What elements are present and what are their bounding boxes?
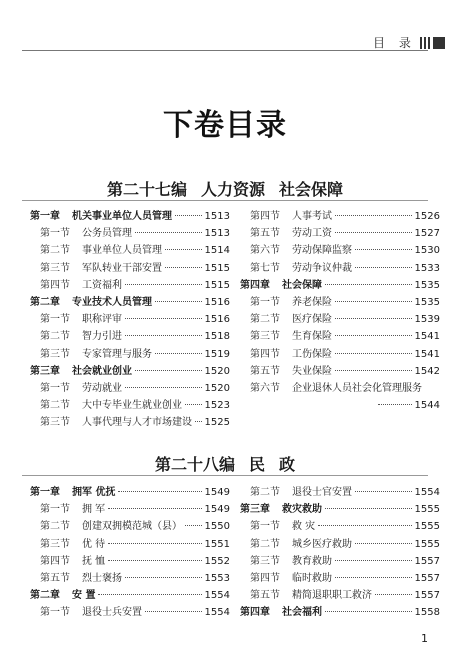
entry-number: 第四节 — [40, 555, 70, 567]
entry-number: 第三节 — [40, 348, 70, 360]
entry-page: 1533 — [414, 262, 440, 274]
dot-leader — [378, 404, 412, 405]
entry-number: 第四章 — [240, 607, 270, 619]
entry-title: 失业保险 — [292, 365, 332, 377]
toc-section-entry[interactable] — [240, 587, 440, 604]
toc-section-entry[interactable] — [240, 536, 440, 553]
entry-title: 企业退休人员社会化管理服务 — [292, 382, 422, 394]
entry-page: 1557 — [414, 555, 440, 567]
dot-leader — [108, 508, 201, 509]
entry-number: 第四节 — [250, 211, 280, 222]
dot-leader — [355, 543, 412, 544]
entry-title: 人事代理与人才市场建设 — [82, 417, 192, 429]
entry-title: 专家管理与服务 — [82, 348, 152, 360]
header-label: 目 录 — [373, 36, 416, 50]
entry-title: 退役士兵安置 — [82, 607, 142, 619]
dot-leader — [355, 249, 412, 250]
entry-number: 第二节 — [40, 521, 70, 533]
dot-leader — [118, 491, 201, 492]
toc-chapter-entry[interactable] — [30, 484, 230, 501]
entry-page: 1541 — [414, 331, 440, 343]
entry-number: 第二节 — [250, 538, 280, 550]
entry-number: 第六节 — [250, 245, 280, 257]
entry-number: 第二章 — [30, 296, 60, 308]
section-heading-28 — [0, 452, 450, 475]
entry-page: 1523 — [204, 400, 230, 412]
toc-section-entry[interactable] — [30, 277, 230, 294]
toc-section-entry[interactable] — [240, 311, 440, 328]
entry-number: 第三节 — [40, 262, 70, 274]
toc-section-entry[interactable] — [30, 311, 230, 328]
entry-page: 1535 — [414, 296, 440, 308]
entry-page: 1557 — [414, 572, 440, 584]
entry-number: 第一节 — [40, 314, 70, 326]
section-title-part: 民 — [248, 455, 265, 474]
entry-page: 1554 — [204, 590, 230, 602]
toc-column-right-28 — [240, 484, 440, 622]
entry-page: 1550 — [204, 521, 230, 533]
toc-section-entry[interactable] — [30, 242, 230, 259]
entry-title: 养老保险 — [292, 296, 332, 308]
toc-chapter-entry[interactable] — [240, 277, 440, 294]
entry-title: 拥军 优抚 — [72, 487, 116, 498]
entry-page: 1539 — [414, 314, 440, 326]
entry-title: 医疗保险 — [292, 314, 332, 326]
running-header — [373, 34, 445, 51]
entry-number: 第四节 — [250, 348, 280, 360]
dot-leader — [335, 335, 412, 336]
toc-section-entry[interactable] — [240, 294, 440, 311]
entry-number: 第三节 — [250, 555, 280, 567]
dot-leader — [335, 370, 412, 371]
entry-page: 1515 — [204, 262, 230, 274]
entry-page: 1557 — [414, 590, 440, 602]
toc-section-entry[interactable] — [30, 570, 230, 587]
entry-page: 1544 — [414, 400, 440, 412]
toc-section-entry[interactable] — [240, 397, 440, 414]
toc-section-entry[interactable] — [240, 553, 440, 570]
dot-leader — [175, 215, 202, 216]
toc-chapter-entry[interactable] — [30, 294, 230, 311]
dot-leader — [335, 318, 412, 319]
entry-title: 智力引进 — [82, 331, 122, 343]
dot-leader — [335, 301, 412, 302]
entry-page: 1527 — [414, 228, 440, 240]
entry-number: 第四章 — [240, 279, 270, 291]
entry-page: 1551 — [204, 538, 230, 550]
dot-leader — [355, 491, 412, 492]
entry-title: 专业技术人员管理 — [72, 296, 152, 308]
dot-leader — [335, 353, 412, 354]
section-title-part: 人力资源 — [200, 180, 265, 199]
entry-title: 城乡医疗救助 — [292, 538, 352, 550]
section-title-part: 政 — [279, 455, 296, 474]
dot-leader — [195, 421, 202, 422]
toc-section-entry[interactable] — [240, 260, 440, 277]
entry-page: 1535 — [414, 279, 440, 291]
dot-leader — [108, 543, 201, 544]
dot-leader — [135, 370, 202, 371]
entry-title: 人事考试 — [292, 211, 332, 222]
toc-section-entry[interactable] — [240, 518, 440, 535]
entry-number: 第四节 — [250, 572, 280, 584]
entry-number: 第三节 — [40, 417, 70, 429]
entry-number: 第一节 — [40, 382, 70, 394]
entry-page: 1549 — [204, 487, 230, 498]
entry-number: 第三章 — [30, 365, 60, 377]
entry-page: 1541 — [414, 348, 440, 360]
toc-section-entry[interactable] — [240, 380, 440, 397]
entry-title: 社会福利 — [282, 607, 322, 619]
entry-page: 1518 — [204, 331, 230, 343]
dot-leader — [325, 508, 412, 509]
toc-section-entry[interactable] — [240, 570, 440, 587]
dot-leader — [155, 301, 202, 302]
entry-number: 第七节 — [250, 262, 280, 274]
toc-chapter-entry[interactable] — [30, 208, 230, 225]
toc-section-entry[interactable] — [240, 225, 440, 242]
entry-page: 1555 — [414, 521, 440, 533]
entry-page: 1555 — [414, 538, 440, 550]
dot-leader — [318, 525, 411, 526]
entry-title: 机关事业单位人员管理 — [72, 211, 172, 222]
toc-section-entry[interactable] — [30, 328, 230, 345]
entry-number: 第二节 — [250, 314, 280, 326]
section-number: 第二十八编 — [154, 455, 235, 474]
entry-page: 1553 — [204, 572, 230, 584]
entry-title: 救灾救助 — [282, 504, 322, 516]
entry-number: 第六节 — [250, 382, 280, 394]
toc-chapter-entry[interactable] — [30, 363, 230, 380]
entry-number: 第三节 — [40, 538, 70, 550]
toc-section-entry[interactable] — [240, 484, 440, 501]
toc-section-entry[interactable] — [240, 346, 440, 363]
entry-title: 抚 恤 — [82, 555, 106, 567]
entry-page: 1552 — [204, 555, 230, 567]
dot-leader — [335, 560, 412, 561]
page-number: 1 — [421, 632, 428, 645]
entry-page: 1555 — [414, 504, 440, 516]
header-rule — [22, 50, 428, 51]
dot-leader — [375, 594, 412, 595]
toc-section-entry[interactable] — [240, 208, 440, 225]
section-title-part: 社会保障 — [279, 180, 344, 199]
entry-number: 第二节 — [40, 331, 70, 343]
toc-section-entry[interactable] — [30, 518, 230, 535]
toc-section-entry[interactable] — [30, 397, 230, 414]
entry-number: 第五节 — [250, 228, 280, 240]
toc-column-left-27 — [30, 208, 230, 431]
page-title: 下卷目录 — [163, 108, 287, 143]
entry-title: 创建双拥模范城（县） — [82, 521, 182, 533]
entry-number: 第三章 — [240, 504, 270, 516]
toc-section-entry[interactable] — [30, 536, 230, 553]
entry-number: 第一节 — [250, 296, 280, 308]
toc-section-entry[interactable] — [30, 260, 230, 277]
entry-title: 精简退职职工救济 — [292, 590, 372, 602]
entry-number: 第三节 — [250, 331, 280, 343]
entry-title: 社会就业创业 — [72, 365, 132, 377]
entry-number: 第二节 — [40, 400, 70, 412]
entry-number: 第一节 — [40, 228, 70, 240]
entry-number: 第一节 — [250, 521, 280, 533]
entry-title: 生育保险 — [292, 331, 332, 343]
entry-page: 1516 — [204, 296, 230, 308]
entry-page: 1514 — [204, 245, 230, 257]
dot-leader — [335, 215, 412, 216]
entry-page: 1542 — [414, 365, 440, 377]
entry-page: 1526 — [414, 211, 440, 222]
entry-page: 1515 — [204, 279, 230, 291]
entry-page: 1525 — [204, 417, 230, 429]
entry-title: 劳动就业 — [82, 382, 122, 394]
dot-leader — [325, 611, 412, 612]
entry-title: 工伤保险 — [292, 348, 332, 360]
dot-leader — [355, 267, 412, 268]
toc-column-right-27 — [240, 208, 440, 414]
entry-page: 1519 — [204, 348, 230, 360]
toc-section-entry[interactable] — [30, 553, 230, 570]
toc-section-entry[interactable] — [30, 225, 230, 242]
entry-title: 救 灾 — [292, 521, 316, 533]
section-heading-27 — [0, 177, 450, 200]
toc-section-entry[interactable] — [240, 328, 440, 345]
entry-number: 第一章 — [30, 487, 60, 498]
dot-leader — [98, 594, 201, 595]
entry-number: 第五节 — [250, 590, 280, 602]
toc-section-entry[interactable] — [30, 501, 230, 518]
dot-leader — [125, 284, 202, 285]
entry-title: 公务员管理 — [82, 228, 132, 240]
dot-leader — [165, 249, 202, 250]
entry-title: 职称评审 — [82, 314, 122, 326]
entry-page: 1558 — [414, 607, 440, 619]
entry-page: 1554 — [204, 607, 230, 619]
entry-title: 教育救助 — [292, 555, 332, 567]
entry-page: 1516 — [204, 314, 230, 326]
entry-title: 劳动保障监察 — [292, 245, 352, 257]
entry-number: 第四节 — [40, 279, 70, 291]
toc-chapter-entry[interactable] — [30, 587, 230, 604]
entry-title: 安 置 — [72, 590, 96, 602]
dot-leader — [325, 284, 412, 285]
entry-page: 1513 — [204, 211, 230, 222]
dot-leader — [125, 387, 202, 388]
entry-title: 劳动争议仲裁 — [292, 262, 352, 274]
entry-number: 第二章 — [30, 590, 60, 602]
dot-leader — [335, 232, 412, 233]
entry-page: 1549 — [204, 504, 230, 516]
entry-number: 第一章 — [30, 211, 60, 222]
toc-section-entry[interactable] — [30, 414, 230, 431]
dot-leader — [108, 560, 201, 561]
entry-number: 第二节 — [40, 245, 70, 257]
entry-title: 退役士官安置 — [292, 487, 352, 498]
dot-leader — [185, 525, 202, 526]
dot-leader — [125, 335, 202, 336]
entry-title: 临时救助 — [292, 572, 332, 584]
dot-leader — [125, 577, 202, 578]
entry-title: 事业单位人员管理 — [82, 245, 162, 257]
dot-leader — [185, 404, 202, 405]
entry-title: 工资福利 — [82, 279, 122, 291]
entry-page: 1513 — [204, 228, 230, 240]
toc-section-entry[interactable] — [30, 380, 230, 397]
toc-section-entry[interactable] — [240, 242, 440, 259]
toc-section-entry[interactable] — [30, 604, 230, 621]
dot-leader — [145, 611, 202, 612]
toc-section-entry[interactable] — [30, 346, 230, 363]
entry-number: 第五节 — [40, 572, 70, 584]
toc-chapter-entry[interactable] — [240, 604, 440, 621]
toc-chapter-entry[interactable] — [240, 501, 440, 518]
entry-title: 优 待 — [82, 538, 106, 550]
entry-title: 大中专毕业生就业创业 — [82, 400, 182, 412]
dot-leader — [155, 353, 202, 354]
entry-page: 1554 — [414, 487, 440, 498]
dot-leader — [125, 318, 202, 319]
entry-title: 社会保障 — [282, 279, 322, 291]
entry-page: 1520 — [204, 382, 230, 394]
dot-leader — [135, 232, 202, 233]
section-number: 第二十七编 — [106, 180, 187, 199]
dot-leader — [165, 267, 202, 268]
entry-page: 1530 — [414, 245, 440, 257]
header-bars-icon — [420, 37, 445, 49]
entry-number: 第五节 — [250, 365, 280, 377]
entry-title: 烈士褒扬 — [82, 572, 122, 584]
toc-section-entry[interactable] — [240, 363, 440, 380]
entry-title: 军队转业干部安置 — [82, 262, 162, 274]
section-rule — [22, 475, 428, 476]
entry-title: 拥 军 — [82, 504, 106, 516]
entry-number: 第一节 — [40, 607, 70, 619]
entry-page: 1520 — [204, 365, 230, 377]
toc-column-left-28 — [30, 484, 230, 622]
entry-title: 劳动工资 — [292, 228, 332, 240]
entry-number: 第二节 — [250, 487, 280, 498]
entry-number: 第一节 — [40, 504, 70, 516]
dot-leader — [335, 577, 412, 578]
section-rule — [22, 200, 428, 201]
